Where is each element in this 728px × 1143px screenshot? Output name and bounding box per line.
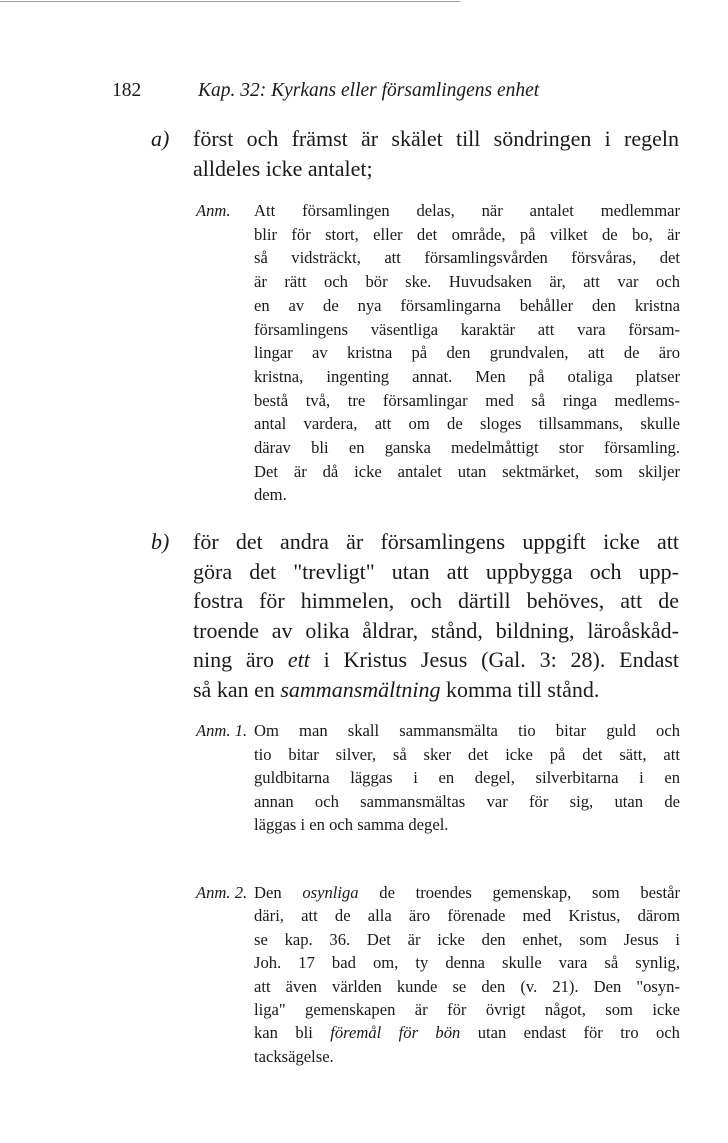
note-a-line-5: en av de nya församlingarna behåller den kristna <box>254 295 680 315</box>
note-b2-line-7 <box>254 1021 680 1044</box>
item-a-line-2: alldeles icke antalet; <box>193 156 373 181</box>
item-b-line-4: troende av olika åldrar, stånd, bildning, läroåskåd- <box>193 617 679 643</box>
note-b2-line-6: liga" gemenskapen är för övrigt något, som icke <box>254 1000 680 1020</box>
item-b-emphasis-sammansmaltning: sammansmältning <box>280 676 441 702</box>
note-b1 <box>196 719 680 837</box>
note-b2-line-8: tacksägelse. <box>254 1046 334 1066</box>
note-b2-line-1 <box>254 881 680 904</box>
note-b2-line-1-start: Den <box>254 883 303 902</box>
note-b2-line-1-end: de troendes gemenskap, som består <box>358 883 680 902</box>
page-number: 182 <box>112 80 142 101</box>
note-b2-line-7-end: utan endast för tro och <box>460 1023 680 1043</box>
note-a-line-1: Att församlingen delas, när antalet medlemmar <box>254 201 680 220</box>
note-a-line-2: blir för stort, eller det område, på vilket de bo, är <box>254 224 680 244</box>
item-b-line-3: fostra för himmelen, och därtill behöves, att de <box>193 588 679 614</box>
note-b2-line-2: däri, att de alla äro förenade med Kristus, därom <box>254 906 680 926</box>
note-a-line-6: församlingens väsentliga karaktär att vara försam- <box>254 319 680 339</box>
item-b-line-5-start: ning äro <box>193 647 288 673</box>
note-b2-emphasis-osynliga: osynliga <box>302 883 359 902</box>
item-b-line-1: för det andra är församlingens uppgift icke att <box>193 529 679 554</box>
note-a <box>196 199 680 507</box>
note-a-line-13: dem. <box>254 485 287 505</box>
note-b1-line-1: Om man skall sammansmälta tio bitar guld och <box>254 721 680 740</box>
note-a-label: Anm. <box>196 201 231 220</box>
note-a-line-8: kristna, ingenting annat. Men på otaliga platser <box>254 366 680 386</box>
note-a-line-12: Det är då icke antalet utan sektmärket, som skiljer <box>254 461 680 481</box>
note-a-line-7: lingar av kristna på den grundvalen, att de äro <box>254 343 680 363</box>
item-a <box>151 124 679 184</box>
item-b <box>151 527 680 705</box>
top-rule <box>0 1 460 2</box>
note-b2-emphasis-foremal: föremål för bön <box>330 1023 461 1043</box>
chapter-title: Kap. 32: Kyrkans eller församlingens enhet <box>198 80 540 101</box>
note-b1-line-5: läggas i en och samma degel. <box>254 815 449 834</box>
note-b2 <box>196 881 680 1068</box>
note-b2-line-3: se kap. 36. Det är icke den enhet, som Jesus i <box>254 929 680 949</box>
note-b1-label: Anm. 1. <box>196 721 248 740</box>
note-a-line-10: antal vardera, att om de sloges tillsammans, skulle <box>254 414 680 434</box>
note-a-line-3: så vidsträckt, att församlingsvården försvåras, det <box>254 248 680 268</box>
note-a-line-9: bestå två, tre församlingar med så ringa medlems- <box>254 390 680 410</box>
item-b-line-5-end: i Kristus Jesus (Gal. 3: 28). Endast <box>309 647 680 673</box>
note-b1-line-3: guldbitarna läggas i en degel, silverbitarna i en <box>254 768 680 787</box>
note-b2-line-4: Joh. 17 bad om, ty denna skulle vara så synlig, <box>254 953 680 973</box>
item-b-line-2: göra det "trevligt" utan att uppbygga och upp- <box>193 558 679 584</box>
item-b-line-5 <box>193 645 679 675</box>
item-b-line-6-start: så kan en <box>193 676 281 702</box>
note-b1-line-2: tio bitar silver, så sker det icke på det sätt, att <box>254 744 680 764</box>
item-b-line-6 <box>193 675 679 705</box>
note-b2-line-5: att även världen kunde se den (v. 21). Den "osyn- <box>254 976 680 996</box>
item-b-emphasis-ett: ett <box>287 647 310 673</box>
note-b2-line-7-start: kan bli <box>254 1023 331 1043</box>
item-b-marker: b) <box>151 529 170 554</box>
note-a-line-4: är rätt och bör ske. Huvudsaken är, att var och <box>254 272 680 292</box>
item-a-marker: a) <box>151 126 170 151</box>
note-b1-line-4: annan och sammansmältas var för sig, utan de <box>254 791 680 811</box>
note-a-line-11: därav bli en ganska medelmåttigt stor församling. <box>254 438 680 458</box>
item-a-line-1: först och främst är skälet till söndringen i regeln <box>193 126 679 151</box>
page-header <box>112 80 539 102</box>
item-b-line-6-end: komma till stånd. <box>440 676 600 702</box>
note-b2-label: Anm. 2. <box>196 883 248 902</box>
